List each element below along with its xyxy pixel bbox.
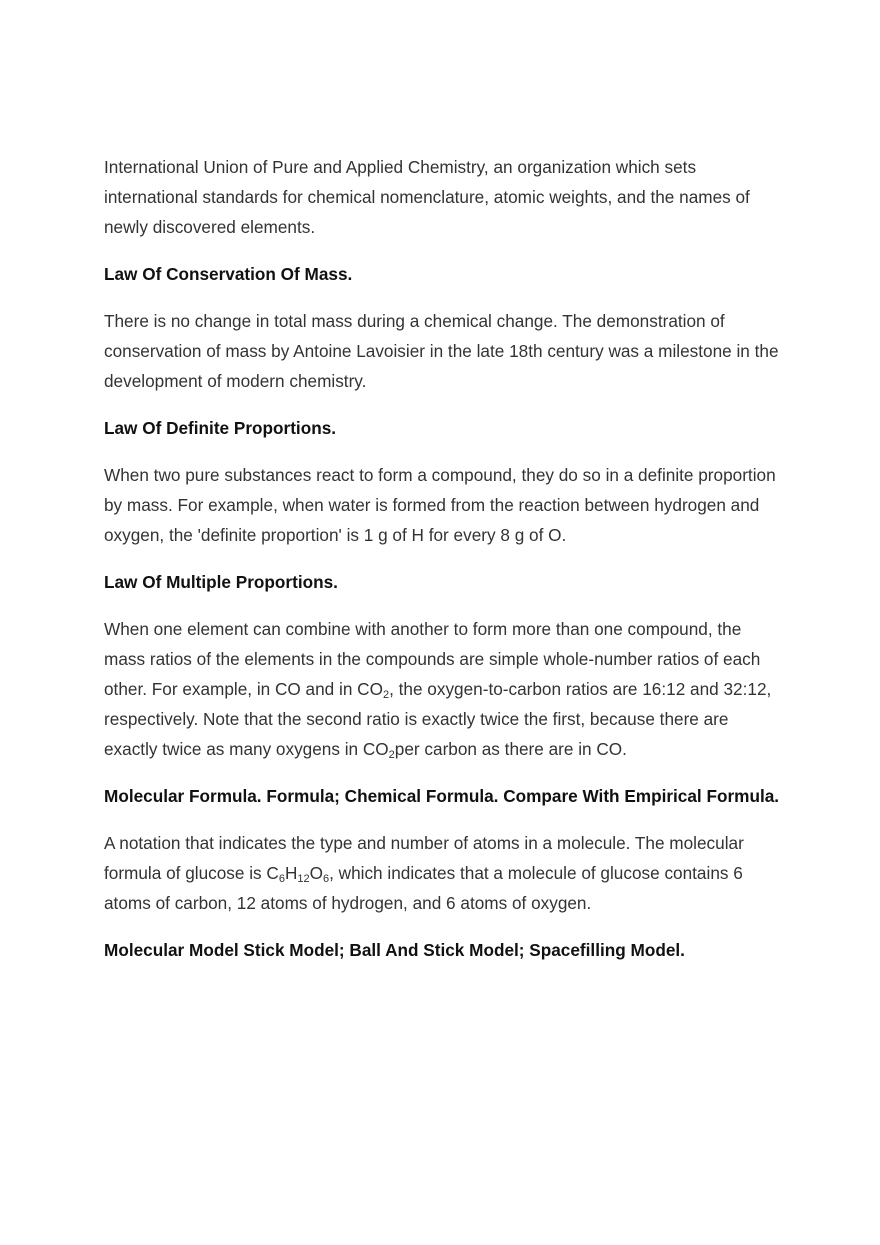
co2-subscript: 2 (382, 689, 390, 701)
conservation-of-mass-heading: Law Of Conservation Of Mass. (104, 264, 353, 284)
molecular-formula-paragraph (104, 828, 784, 918)
molecular-model-heading: Molecular Model Stick Model; Ball And Stick Model; Spacefilling Model. (104, 940, 685, 960)
definite-proportions-paragraph: When two pure substances react to form a compound, they do so in a definite proportion by mass. For example, when water is formed from the reaction between hydrogen and oxygen, the 'definite proportion' is 1 g of H for every 8 g of O. (104, 465, 776, 545)
document-page (104, 152, 784, 982)
oxygen-subscript: 6 (322, 873, 330, 885)
molecular-formula-text-part-2: , which indicates that a molecule of glucose contains 6 atoms of carbon, 12 atoms of hydrogen, and 6 atoms of oxygen. (104, 863, 743, 913)
multiple-proportions-heading: Law Of Multiple Proportions. (104, 572, 338, 592)
hydrogen-symbol: H (284, 863, 298, 883)
oxygen-symbol: O (309, 863, 323, 883)
multiple-text-part-2: , the oxygen-to-carbon ratios are 16:12 and 32:12, respectively. Note that the second ratio is exactly twice the first, because there are exactly twice as many oxygens in CO (104, 679, 772, 759)
multiple-text-part-3: per carbon as there are in CO. (394, 739, 627, 759)
hydrogen-subscript: 12 (297, 873, 310, 885)
iupac-paragraph: International Union of Pure and Applied Chemistry, an organization which sets international standards for chemical nomenclature, atomic weights, and the names of newly discovered elements. (104, 157, 750, 237)
conservation-of-mass-paragraph: There is no change in total mass during a chemical change. The demonstration of conservation of mass by Antoine Lavoisier in the late 18th century was a milestone in the development of modern chemistry. (104, 311, 779, 391)
molecular-formula-heading: Molecular Formula. Formula; Chemical Formula. Compare With Empirical Formula. (104, 786, 780, 806)
molecular-formula-text-part-1: A notation that indicates the type and number of atoms in a molecule. The molecular formula of glucose is C (104, 833, 744, 883)
co2-subscript: 2 (388, 749, 395, 761)
definite-proportions-heading: Law Of Definite Proportions. (104, 418, 337, 438)
carbon-subscript: 6 (278, 873, 285, 885)
multiple-text-part-1: When one element can combine with another to form more than one compound, the mass ratios of the elements in the compounds are simple whole-number ratios of each other. For example, in CO and in CO (104, 619, 761, 699)
multiple-proportions-paragraph (104, 614, 784, 764)
